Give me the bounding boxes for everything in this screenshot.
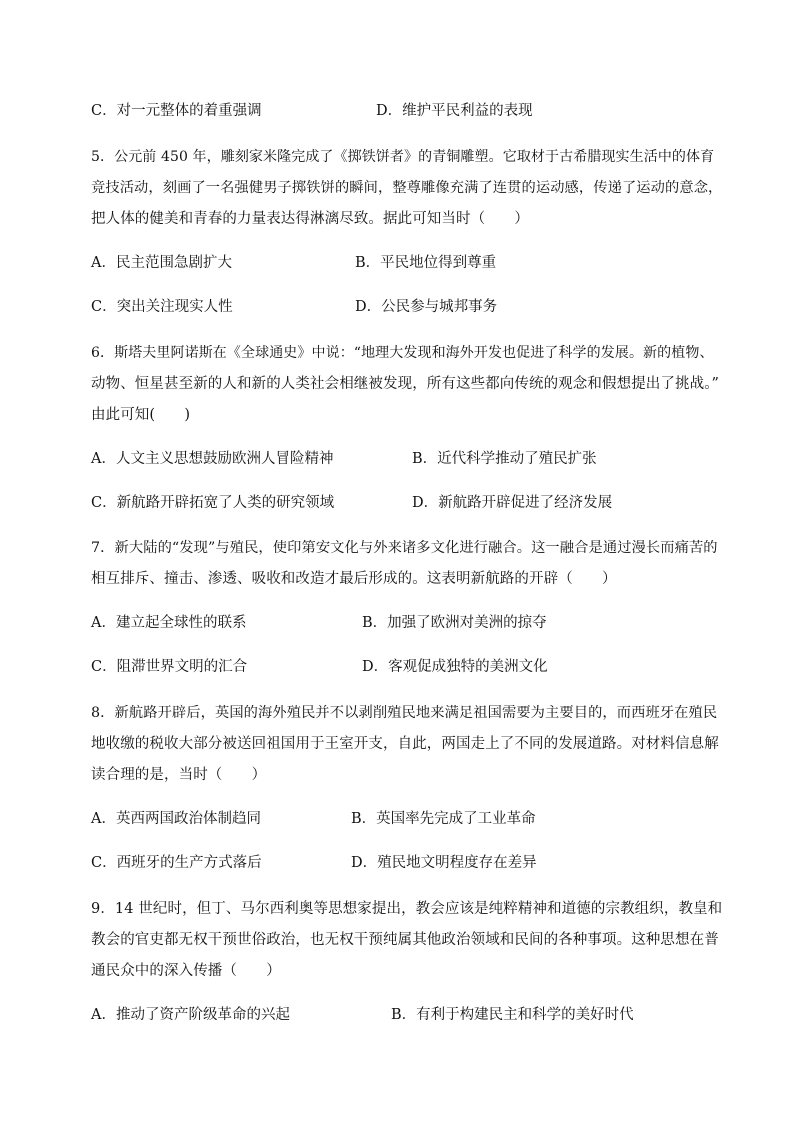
q9-stem-line-3: 通民众中的深入传播（ ） xyxy=(91,963,281,979)
q5-option-c: C．突出关注现实人性 xyxy=(91,299,233,315)
q7-option-a: A．建立起全球性的联系 xyxy=(91,615,247,631)
q5-stem-line-1: 5．公元前 450 年，雕刻家米隆完成了《掷铁饼者》的青铜雕塑。它取材于古希腊现实生活中的体育 xyxy=(91,149,715,165)
q5-option-b: B．平民地位得到尊重 xyxy=(355,255,497,271)
q4-option-c: C．对一元整体的着重强调 xyxy=(91,103,262,119)
q5-stem-line-3: 把人体的健美和青春的力量表达得淋漓尽致。据此可知当时（ ） xyxy=(91,211,529,227)
q7-option-b: B．加强了欧洲对美洲的掠夺 xyxy=(362,615,547,631)
q9-stem-line-2: 教会的官吏都无权干预世俗政治，也无权干预纯属其他政治领域和民间的各种事项。这种思想在普 xyxy=(91,932,719,948)
q6-option-a: A．人文主义思想鼓励欧洲人冒险精神 xyxy=(91,451,334,467)
q6-stem-line-3: 由此可知( ) xyxy=(91,407,191,423)
q8-option-c: C．西班牙的生产方式落后 xyxy=(91,855,262,871)
q8-stem-line-1: 8．新航路开辟后，英国的海外殖民并不以剥削殖民地来满足祖国需要为主要目的，而西班牙在殖民 xyxy=(91,705,718,721)
q8-stem-line-2: 地收缴的税收大部分被送回祖国用于王室开支，自此，两国走上了不同的发展道路。对材料信息解 xyxy=(91,736,719,752)
q6-option-c: C．新航路开辟拓宽了人类的研究领域 xyxy=(91,495,335,511)
q5-option-d: D．公民参与城邦事务 xyxy=(355,299,498,315)
q7-stem-line-2: 相互排斥、撞击、渗透、吸收和改造才最后形成的。这表明新航路的开辟（ ） xyxy=(91,571,617,587)
q5-option-a: A．民主范围急剧扩大 xyxy=(91,255,232,271)
q9-option-b: B．有利于构建民主和科学的美好时代 xyxy=(391,1007,634,1023)
q9-option-a: A．推动了资产阶级革命的兴起 xyxy=(91,1007,290,1023)
q6-option-b: B．近代科学推动了殖民扩张 xyxy=(412,451,597,467)
q7-option-c: C．阻滞世界文明的汇合 xyxy=(91,659,248,675)
q6-option-d: D．新航路开辟促进了经济发展 xyxy=(412,495,613,511)
q8-option-d: D．殖民地文明程度存在差异 xyxy=(351,855,537,871)
q5-stem-line-2: 竞技活动，刻画了一名强健男子掷铁饼的瞬间，整尊雕像充满了连贯的运动感，传递了运动的意念， xyxy=(91,180,723,196)
q8-option-a: A．英西两国政治体制趋同 xyxy=(91,811,261,827)
q8-option-b: B．英国率先完成了工业革命 xyxy=(351,811,536,827)
q7-option-d: D．客观促成独特的美洲文化 xyxy=(362,659,548,675)
q4-option-d: D．维护平民利益的表现 xyxy=(376,103,533,119)
q6-stem-line-2: 动物、恒星甚至新的人和新的人类社会相继被发现，所有这些都向传统的观念和假想提出了挑战。” xyxy=(91,376,720,392)
q6-stem-line-1: 6．斯塔夫里阿诺斯在《全球通史》中说：“地理大发现和海外开发也促进了科学的发展。新的植物、 xyxy=(91,345,714,361)
q9-stem-line-1: 9．14 世纪时，但丁、马尔西利奥等思想家提出，教会应该是纯粹精神和道德的宗教组织，教皇和 xyxy=(91,901,723,917)
q8-stem-line-3: 读合理的是，当时（ ） xyxy=(91,767,267,783)
q7-stem-line-1: 7．新大陆的“发现”与殖民，使印第安文化与外来诸多文化进行融合。这一融合是通过漫长而痛苦的 xyxy=(91,540,718,556)
